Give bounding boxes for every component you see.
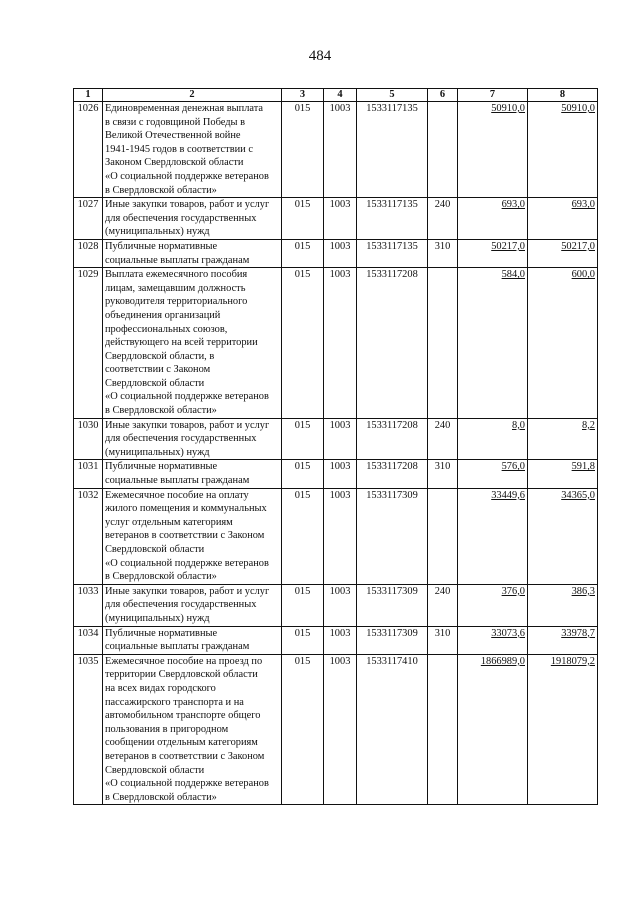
budget-table [73,88,598,805]
amount-cell [528,460,598,488]
column-header: 1 [74,89,103,102]
column-header: 5 [357,89,428,102]
amount-cell [528,654,598,805]
department-code: 015 [282,460,324,488]
amount-year-1: 576,0 [501,461,525,473]
description-line: для обеспечения государственных [105,433,257,445]
amount-cell [458,460,528,488]
section-code: 1003 [324,584,357,626]
description-line: (муниципальных) нужд [105,446,210,458]
row-description [103,418,282,460]
amount-cell [458,198,528,240]
amount-year-1: 50217,0 [491,240,525,252]
description-line: Иные закупки товаров, работ и услуг [105,585,270,597]
row-number: 1028 [74,239,103,267]
description-line: Свердловской области [105,377,205,389]
amount-year-2: 386,3 [571,585,595,597]
table-row [74,418,598,460]
row-number: 1029 [74,268,103,419]
description-line: профессиональных союзов, [105,323,228,335]
target-article-code: 1533117309 [357,488,428,584]
row-description [103,654,282,805]
row-description [103,460,282,488]
column-header: 3 [282,89,324,102]
amount-year-2: 8,2 [582,419,595,431]
section-code: 1003 [324,418,357,460]
section-code: 1003 [324,198,357,240]
amount-year-2: 600,0 [571,269,595,281]
table-row [74,102,598,198]
row-number: 1032 [74,488,103,584]
target-article-code: 1533117208 [357,418,428,460]
description-line: социальные выплаты гражданам [105,475,250,487]
table-row [74,268,598,419]
page-number: 484 [308,48,332,64]
description-line: в Свердловской области» [105,571,217,583]
description-line: «О социальной поддержке ветеранов [105,170,269,182]
description-line: действующего на всей территории [105,337,258,349]
description-line: Свердловской области, в [105,350,215,362]
section-code: 1003 [324,239,357,267]
amount-cell [528,268,598,419]
column-header: 4 [324,89,357,102]
target-article-code: 1533117410 [357,654,428,805]
row-number: 1026 [74,102,103,198]
department-code: 015 [282,239,324,267]
column-header: 7 [458,89,528,102]
description-line: (муниципальных) нужд [105,612,210,624]
description-line: в Свердловской области» [105,184,217,196]
expense-type-code: 310 [428,626,458,654]
department-code: 015 [282,418,324,460]
table-body [74,102,598,805]
description-line: пользования в пригородном [105,723,229,735]
table-row [74,626,598,654]
amount-cell [528,418,598,460]
description-line: соответствии с Законом [105,364,211,376]
description-line: объединения организаций [105,309,221,321]
column-header: 8 [528,89,598,102]
department-code: 015 [282,654,324,805]
description-line: Иные закупки товаров, работ и услуг [105,419,270,431]
amount-cell [458,626,528,654]
expense-type-code [428,102,458,198]
section-code: 1003 [324,626,357,654]
amount-year-2: 50217,0 [561,240,595,252]
column-header: 6 [428,89,458,102]
department-code: 015 [282,488,324,584]
description-line: Ежемесячное пособие на оплату [105,489,249,501]
department-code: 015 [282,102,324,198]
row-number: 1030 [74,418,103,460]
row-description [103,268,282,419]
row-number: 1033 [74,584,103,626]
expense-type-code [428,268,458,419]
amount-year-2: 33978,7 [561,627,595,639]
description-line: ветеранов в соответствии с Законом [105,530,265,542]
header-row [74,89,598,102]
description-line: для обеспечения государственных [105,212,257,224]
amount-year-1: 33449,6 [491,489,525,501]
department-code: 015 [282,626,324,654]
table-row [74,239,598,267]
description-line: руководителя территориального [105,296,248,308]
description-line: сообщении отдельным категориям [105,737,258,749]
expense-type-code: 240 [428,198,458,240]
row-description [103,239,282,267]
description-line: Публичные нормативные [105,240,218,252]
section-code: 1003 [324,654,357,805]
target-article-code: 1533117208 [357,268,428,419]
department-code: 015 [282,584,324,626]
amount-year-2: 591,8 [571,461,595,473]
amount-cell [458,418,528,460]
target-article-code: 1533117309 [357,626,428,654]
row-number: 1031 [74,460,103,488]
description-line: Публичные нормативные [105,627,218,639]
description-line: Свердловской области [105,764,205,776]
amount-cell [528,488,598,584]
description-line: (муниципальных) нужд [105,226,210,238]
section-code: 1003 [324,460,357,488]
amount-cell [528,239,598,267]
description-line: территории Свердловской области [105,669,258,681]
section-code: 1003 [324,268,357,419]
description-line: ветеранов в соответствии с Законом [105,750,265,762]
expense-type-code: 240 [428,418,458,460]
department-code: 015 [282,268,324,419]
table-row [74,198,598,240]
target-article-code: 1533117208 [357,460,428,488]
row-description [103,198,282,240]
amount-cell [458,654,528,805]
description-line: в связи с годовщиной Победы в [105,116,245,128]
description-line: Иные закупки товаров, работ и услуг [105,199,270,211]
description-line: Свердловской области [105,544,205,555]
description-line: социальные выплаты гражданам [105,641,250,653]
department-code: 015 [282,198,324,240]
amount-cell [458,488,528,584]
description-line: жилого помещения и коммунальных [105,503,267,515]
row-number: 1034 [74,626,103,654]
amount-cell [528,584,598,626]
amount-year-1: 33073,6 [491,627,525,639]
description-line: социальные выплаты гражданам [105,254,250,266]
amount-cell [458,102,528,198]
description-line: в Свердловской области» [105,405,217,417]
table-row [74,654,598,805]
description-line: Ежемесячное пособие на проезд по [105,655,263,667]
description-line: «О социальной поддержке ветеранов [105,391,269,403]
row-number: 1035 [74,654,103,805]
section-code: 1003 [324,102,357,198]
description-line: Великой Отечественной войне [105,130,241,142]
amount-cell [458,584,528,626]
amount-year-2: 34365,0 [561,489,595,501]
table-row [74,460,598,488]
amount-cell [528,626,598,654]
expense-type-code: 240 [428,584,458,626]
amount-year-1: 584,0 [501,269,525,281]
amount-year-1: 376,0 [501,585,525,597]
amount-year-1: 693,0 [501,199,525,211]
row-description [103,626,282,654]
column-header: 2 [103,89,282,102]
section-code: 1003 [324,488,357,584]
description-line: для обеспечения государственных [105,599,257,611]
expense-type-code: 310 [428,239,458,267]
target-article-code: 1533117309 [357,584,428,626]
description-line: автомобильном транспорте общего [105,710,261,722]
description-line: Выплата ежемесячного пособия [105,269,248,281]
amount-year-1: 50910,0 [491,103,525,114]
amount-year-2: 1918079,2 [550,655,595,667]
description-line: 1941-1945 годов в соответствии с [105,143,253,155]
row-description [103,488,282,584]
expense-type-code: 310 [428,460,458,488]
amount-cell [528,198,598,240]
row-number: 1027 [74,198,103,240]
target-article-code: 1533117135 [357,102,428,198]
description-line: пассажирского транспорта и на [105,696,244,708]
description-line: Единовременная денежная выплата [105,103,264,114]
description-line: в Свердловской области» [105,791,217,803]
description-line: Законом Свердловской области [105,157,244,169]
target-article-code: 1533117135 [357,239,428,267]
description-line: «О социальной поддержке ветеранов [105,778,269,790]
row-description [103,584,282,626]
amount-year-1: 1866989,0 [480,655,525,667]
amount-cell [458,268,528,419]
expense-type-code [428,654,458,805]
row-description [103,102,282,198]
target-article-code: 1533117135 [357,198,428,240]
amount-year-2: 50910,0 [561,103,595,114]
amount-cell [458,239,528,267]
table-row [74,488,598,584]
description-line: лицам, замещавшим должность [105,282,246,294]
amount-year-2: 693,0 [571,199,595,211]
amount-year-1: 8,0 [512,419,525,431]
expense-type-code [428,488,458,584]
table-row [74,584,598,626]
description-line: «О социальной поддержке ветеранов [105,557,269,569]
description-line: Публичные нормативные [105,461,218,473]
amount-cell [528,102,598,198]
description-line: услуг отдельным категориям [105,516,233,528]
description-line: на всех видах городского [105,682,216,694]
